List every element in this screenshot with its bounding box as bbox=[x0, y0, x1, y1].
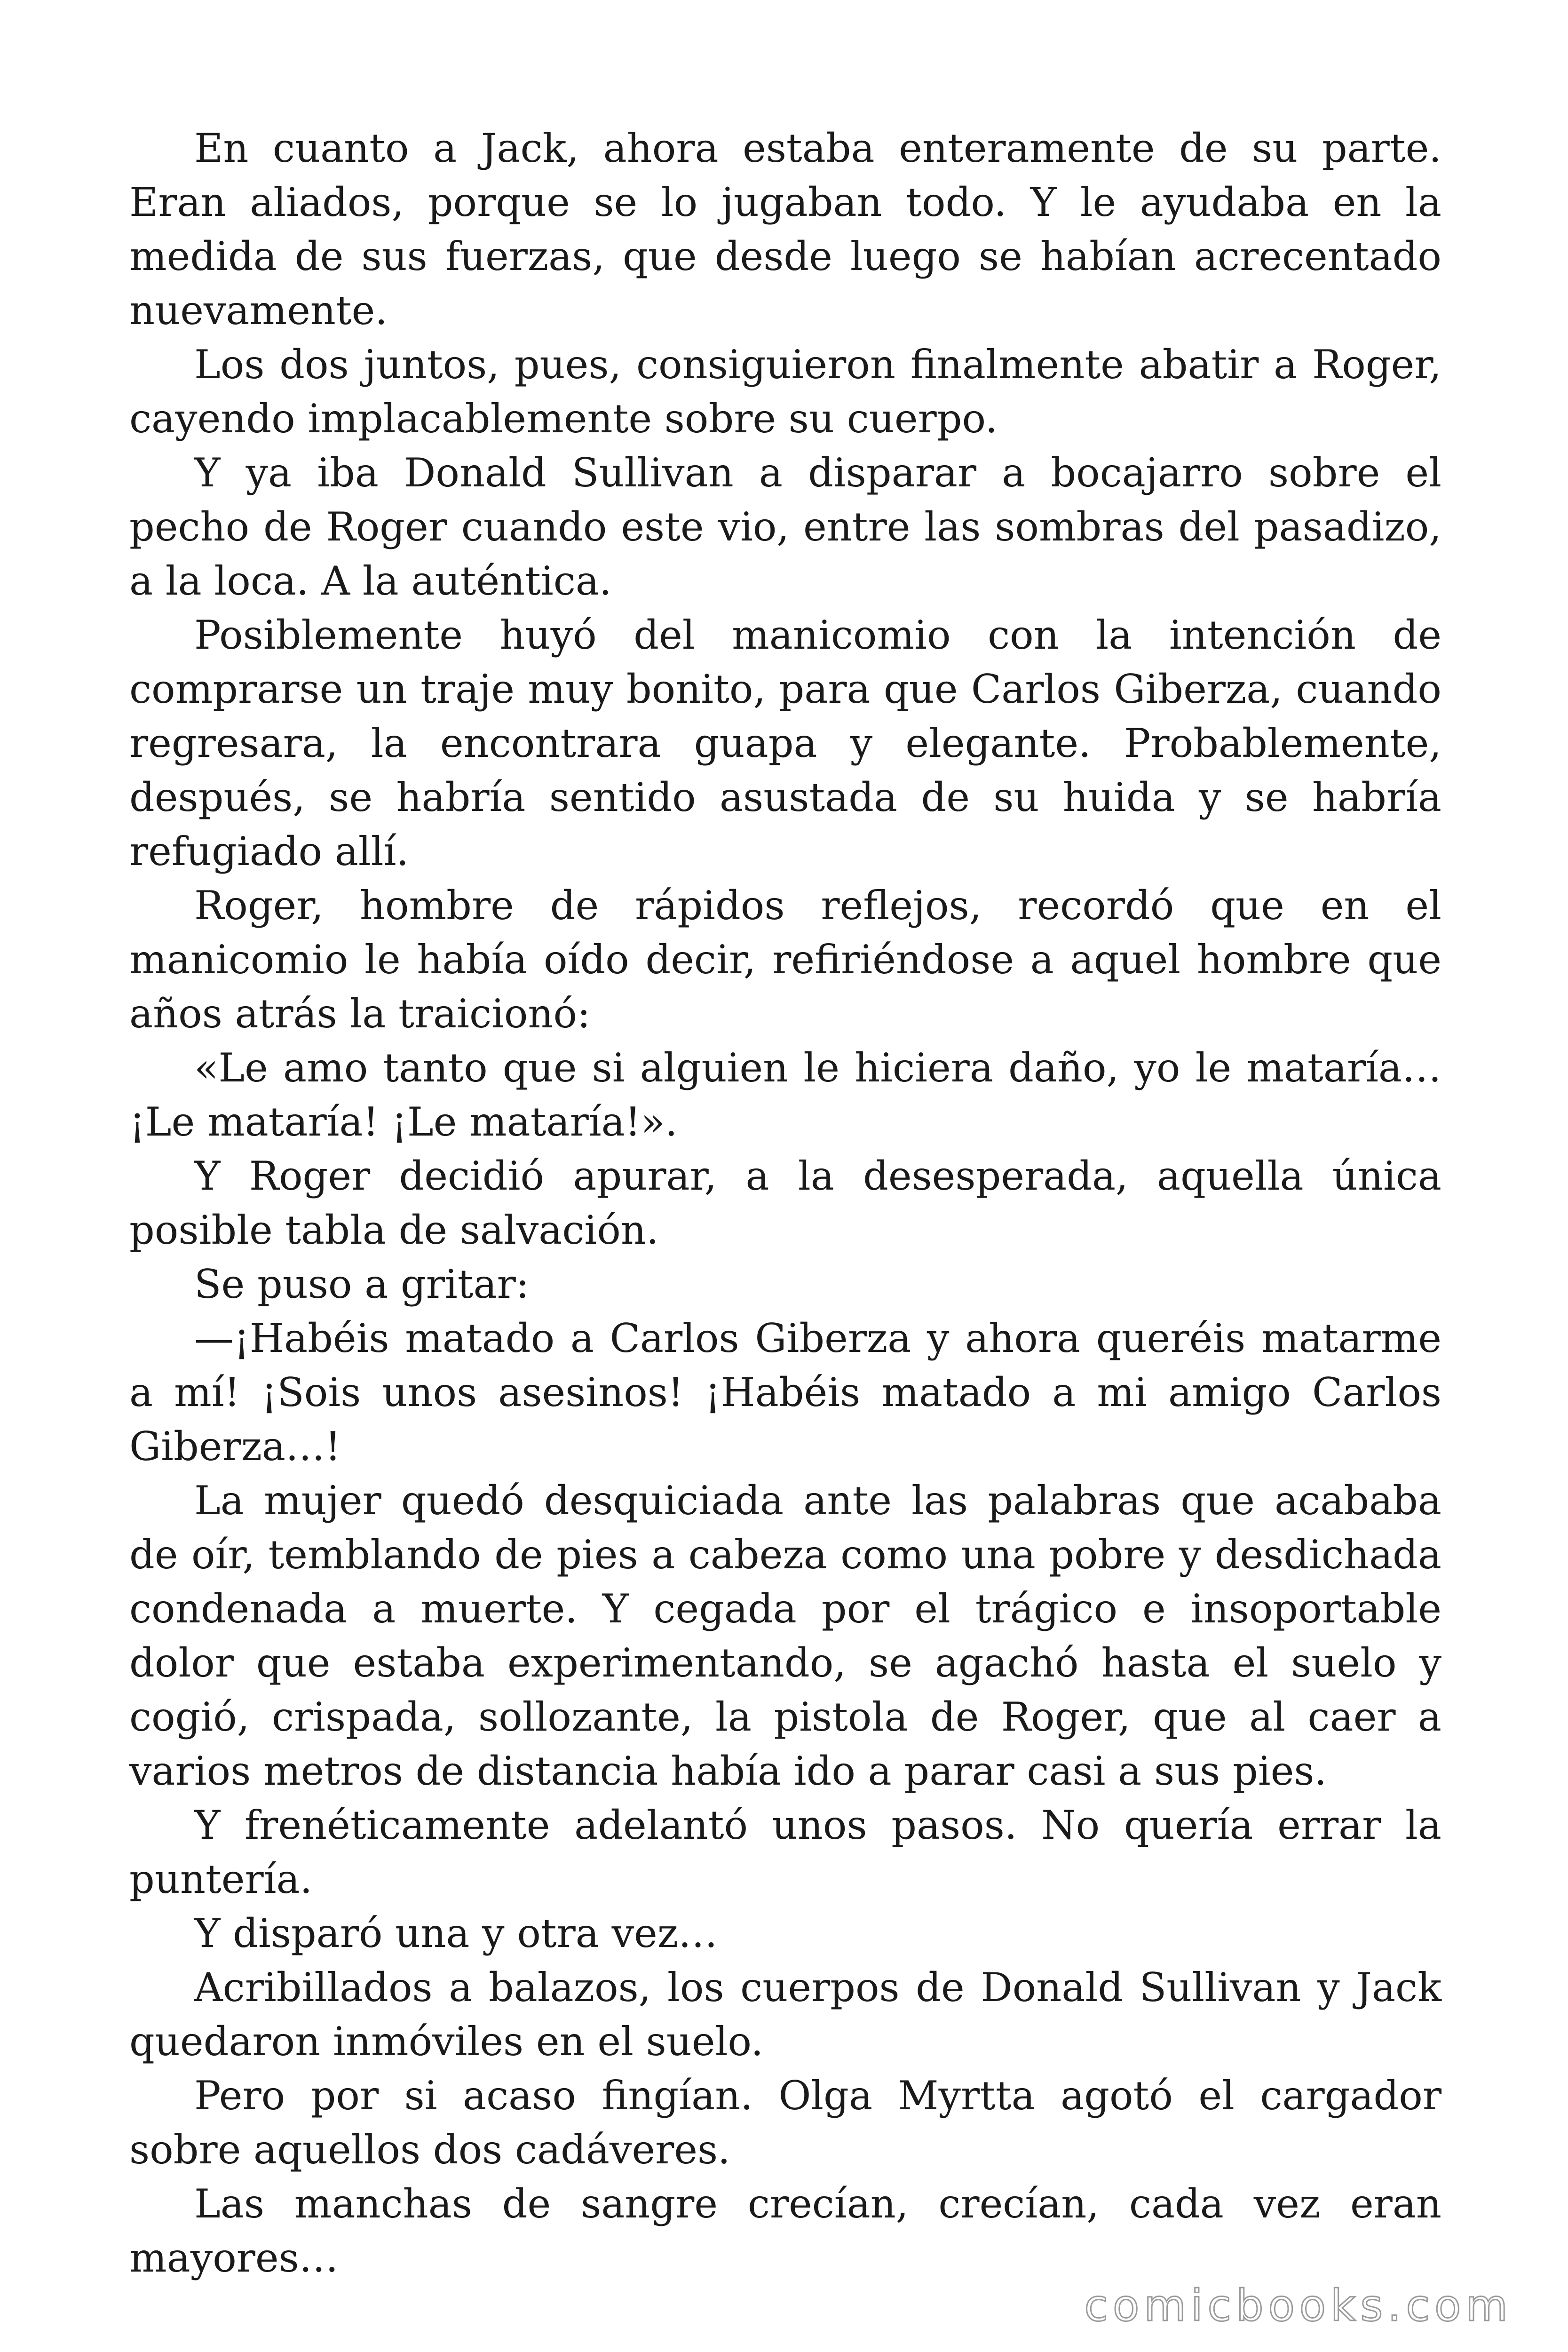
paragraph: Roger, hombre de rápidos reflejos, recordó que en el manicomio le había oído decir, refiriéndose a aquel hombre que años atrás la traicionó: bbox=[129, 882, 1441, 1037]
paragraph: Los dos juntos, pues, consiguieron finalmente abatir a Roger, cayendo implacablemente sobre su cuerpo. bbox=[129, 342, 1441, 442]
paragraph: Posiblemente huyó del manicomio con la intención de comprarse un traje muy bonito, para que Carlos Giberza, cuando regresara, la encontrara guapa y elegante. Probablemente, después, se habría sentido asustada de su huida y se habría refugiado allí. bbox=[129, 612, 1441, 874]
paragraph: Y disparó una y otra vez… bbox=[194, 1910, 718, 1956]
watermark: comicbooks.com bbox=[1084, 2280, 1513, 2331]
paragraph: Y Roger decidió apurar, a la desesperada, aquella única posible tabla de salvación. bbox=[129, 1153, 1441, 1253]
paragraph: —¡Habéis matado a Carlos Giberza y ahora queréis matarme a mí! ¡Sois unos asesinos! ¡Habéis matado a mi amigo Carlos Giberza…! bbox=[129, 1315, 1441, 1470]
paragraph: «Le amo tanto que si alguien le hiciera daño, yo le mataría… ¡Le mataría! ¡Le mataría!». bbox=[129, 1045, 1441, 1145]
paragraph: Y ya iba Donald Sullivan a disparar a bocajarro sobre el pecho de Roger cuando este vio, entre las sombras del pasadizo, a la loca. A la auténtica. bbox=[129, 450, 1441, 604]
paragraph: Acribillados a balazos, los cuerpos de Donald Sullivan y Jack quedaron inmóviles en el suelo. bbox=[129, 1964, 1441, 2065]
paragraph: En cuanto a Jack, ahora estaba enteramente de su parte. Eran aliados, porque se lo jugaban todo. Y le ayudaba en la medida de sus fuerzas, que desde luego se habían acrecentado nuevamente. bbox=[129, 125, 1441, 334]
paragraph: La mujer quedó desquiciada ante las palabras que acababa de oír, temblando de pies a cabeza como una pobre y desdichada condenada a muerte. Y cegada por el trágico e insoportable dolor que estaba experimentando, se agachó hasta el suelo y cogió, crispada, sollozante, la pistola de Roger, que al caer a varios metros de distancia había ido a parar casi a sus pies. bbox=[129, 1478, 1441, 1794]
paragraph: Se puso a gritar: bbox=[194, 1261, 530, 1307]
paragraph: Y frenéticamente adelantó unos pasos. No quería errar la puntería. bbox=[129, 1802, 1441, 1902]
body-text bbox=[129, 121, 1441, 2285]
paragraph: Las manchas de sangre crecían, crecían, cada vez eran mayores… bbox=[129, 2181, 1441, 2281]
paragraph: Pero por si acaso fingían. Olga Myrtta agotó el cargador sobre aquellos dos cadáveres. bbox=[129, 2073, 1441, 2173]
